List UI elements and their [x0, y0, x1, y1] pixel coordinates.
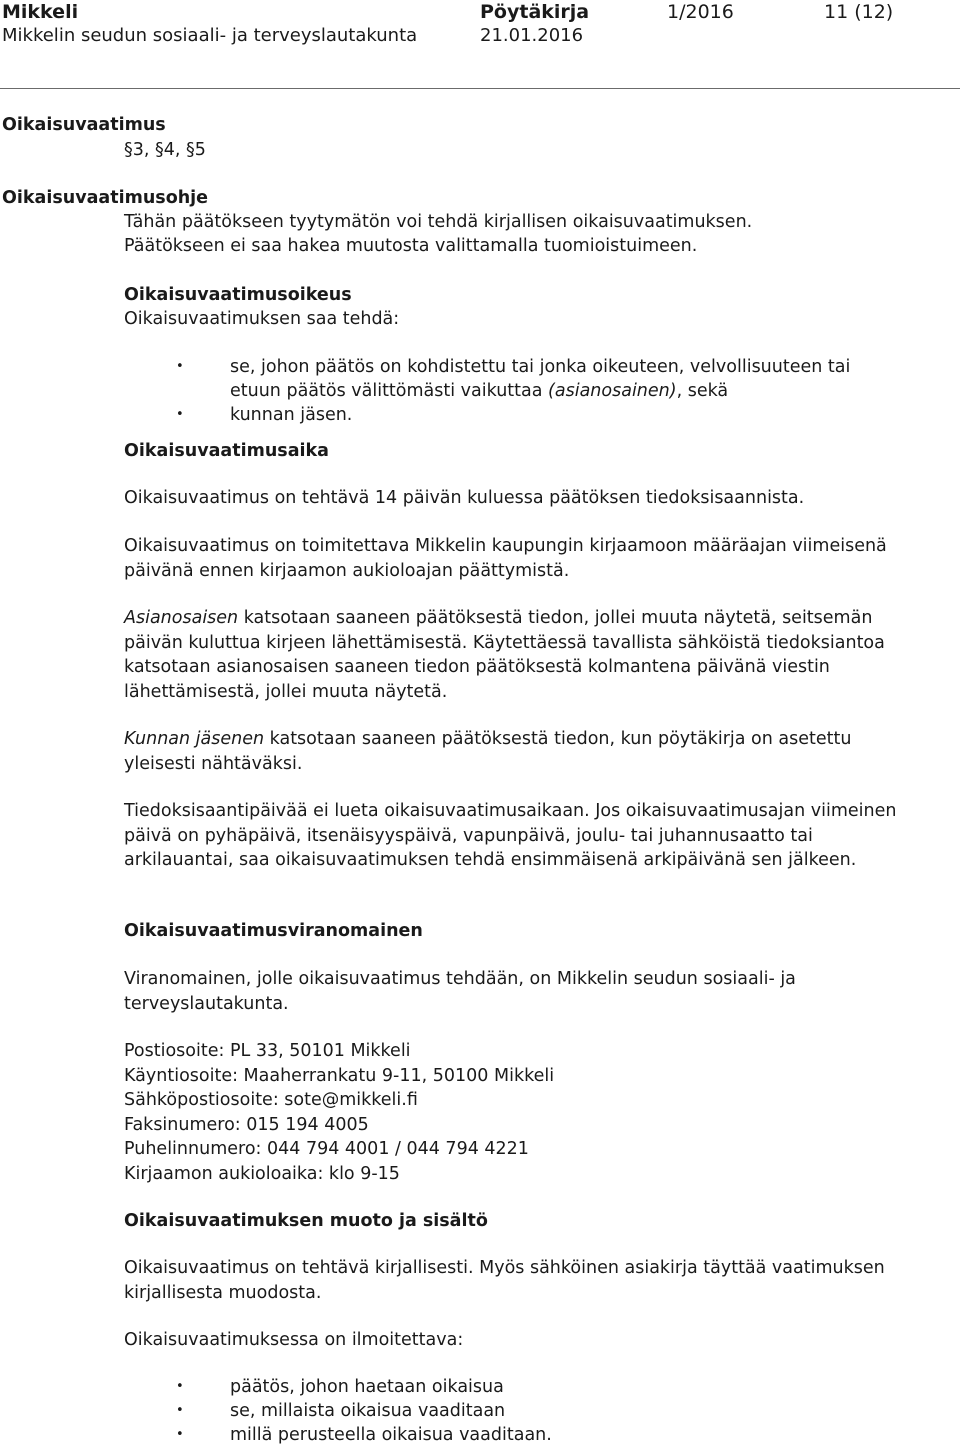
bullet-icon: • [176, 1379, 184, 1394]
bullet-text: kunnan jäsen. [230, 405, 353, 425]
emphasis-party: Asianosaisen [124, 608, 239, 628]
list-item [124, 1375, 914, 1399]
email-address: Sähköpostiosoite: sote@mikkeli.fi [124, 1090, 418, 1110]
time-paragraph-5: Tiedoksisaantipäivää ei lueta oikaisuvaatimusaikaan. Jos oikaisuvaatimusajan viimeinen päivä on pyhäpäivä, itsenäisyyspäivä, vapunpäivä, joulu- tai juhannusaatto tai arkilauantai, saa oikaisuvaatimuksen tehdä ensimmäisenä arkipäivänä sen jälkeen. [124, 801, 897, 870]
committee-name: Mikkelin seudun sosiaali- ja terveyslautakunta [2, 25, 418, 46]
bullet-icon: • [176, 1427, 184, 1442]
right-title: Oikaisuvaatimusoikeus [124, 285, 352, 305]
postal-address: Postiosoite: PL 33, 50101 Mikkeli [124, 1041, 411, 1061]
bullet-text: se, johon päätös on kohdistettu tai jonka oikeuteen, velvollisuuteen tai etuun päätös välittömästi vaikuttaa [230, 357, 851, 401]
appeal-paragraph-refs: §3, §4, §5 [124, 140, 206, 160]
instructions-title: Oikaisuvaatimusohje [2, 188, 209, 208]
bullet-text: millä perusteella oikaisua vaaditaan. [230, 1425, 552, 1445]
list-item [124, 355, 890, 403]
time-paragraph-3-text: katsotaan saaneen päätöksestä tiedon, jollei muuta näytetä, seitsemän päivän kuluttua kirjeen lähettämisestä. Käytettäessä tavallista sähköistä tiedoksiantoa katsotaan asianosaisen saaneen tiedon päätöksestä kolmantena päivänä viestin lähettämisestä, jollei muuta näytetä. [124, 608, 885, 702]
bullet-text-tail: , sekä [676, 381, 729, 401]
bullet-text: se, millaista oikaisua vaaditaan [230, 1401, 506, 1421]
time-paragraph-3 [124, 606, 924, 704]
authority-paragraph: Viranomainen, jolle oikaisuvaatimus tehdään, on Mikkelin seudun sosiaali- ja terveyslautakunta. [124, 969, 796, 1014]
list-item [124, 1399, 914, 1423]
document-header [0, 0, 960, 89]
instructions-line-1: Tähän päätökseen tyytymätön voi tehdä kirjallisen oikaisuvaatimuksen. [124, 212, 753, 232]
time-paragraph-4-text: katsotaan saaneen päätöksestä tiedon, kun pöytäkirja on asetettu yleisesti nähtäväksi. [124, 729, 852, 774]
form-paragraph-2: Oikaisuvaatimuksessa on ilmoitettava: [124, 1330, 464, 1350]
phone-number: Puhelinnumero: 044 794 4001 / 044 794 4221 [124, 1139, 529, 1159]
org-name: Mikkeli [2, 1, 79, 23]
page-number: 11 (12) [824, 1, 894, 23]
bullet-icon: • [176, 1403, 184, 1418]
visiting-address: Käyntiosoite: Maaherrankatu 9-11, 50100 Mikkeli [124, 1065, 555, 1086]
office-hours: Kirjaamon aukioloaika: klo 9-15 [124, 1163, 400, 1184]
fax-number: Faksinumero: 015 194 4005 [124, 1114, 369, 1135]
authority-contact-block [124, 1039, 554, 1186]
instructions-line-2: Päätökseen ei saa hakea muutosta valittamalla tuomioistuimeen. [124, 236, 698, 256]
bullet-text: päätös, johon haetaan oikaisua [230, 1377, 504, 1397]
form-bullet-list [124, 1375, 914, 1447]
time-paragraph-4 [124, 727, 924, 776]
list-item [124, 1423, 914, 1447]
bullet-emphasis: (asianosainen) [548, 381, 677, 401]
bullet-icon: • [176, 359, 184, 374]
list-item [124, 403, 914, 427]
doc-date: 21.01.2016 [480, 25, 584, 46]
emphasis-member: Kunnan jäsenen [124, 729, 265, 749]
form-paragraph-1: Oikaisuvaatimus on tehtävä kirjallisesti. Myös sähköinen asiakirja täyttää vaatimuksen kirjallisesta muodosta. [124, 1258, 885, 1303]
appeal-title: Oikaisuvaatimus [2, 115, 166, 135]
doc-type: Pöytäkirja [480, 1, 590, 23]
time-paragraph-2: Oikaisuvaatimus on toimitettava Mikkelin kaupungin kirjaamoon määräajan viimeisenä päivänä ennen kirjaamon aukioloajan päättymistä. [124, 536, 887, 581]
form-title: Oikaisuvaatimuksen muoto ja sisältö [124, 1211, 488, 1231]
time-title: Oikaisuvaatimusaika [124, 441, 329, 461]
bullet-icon: • [176, 407, 184, 422]
doc-number: 1/2016 [667, 1, 734, 23]
authority-title: Oikaisuvaatimusviranomainen [124, 921, 423, 941]
right-intro: Oikaisuvaatimuksen saa tehdä: [124, 309, 400, 329]
right-bullet-list [124, 355, 914, 427]
time-paragraph-1: Oikaisuvaatimus on tehtävä 14 päivän kuluessa päätöksen tiedoksisaannista. [124, 488, 805, 508]
